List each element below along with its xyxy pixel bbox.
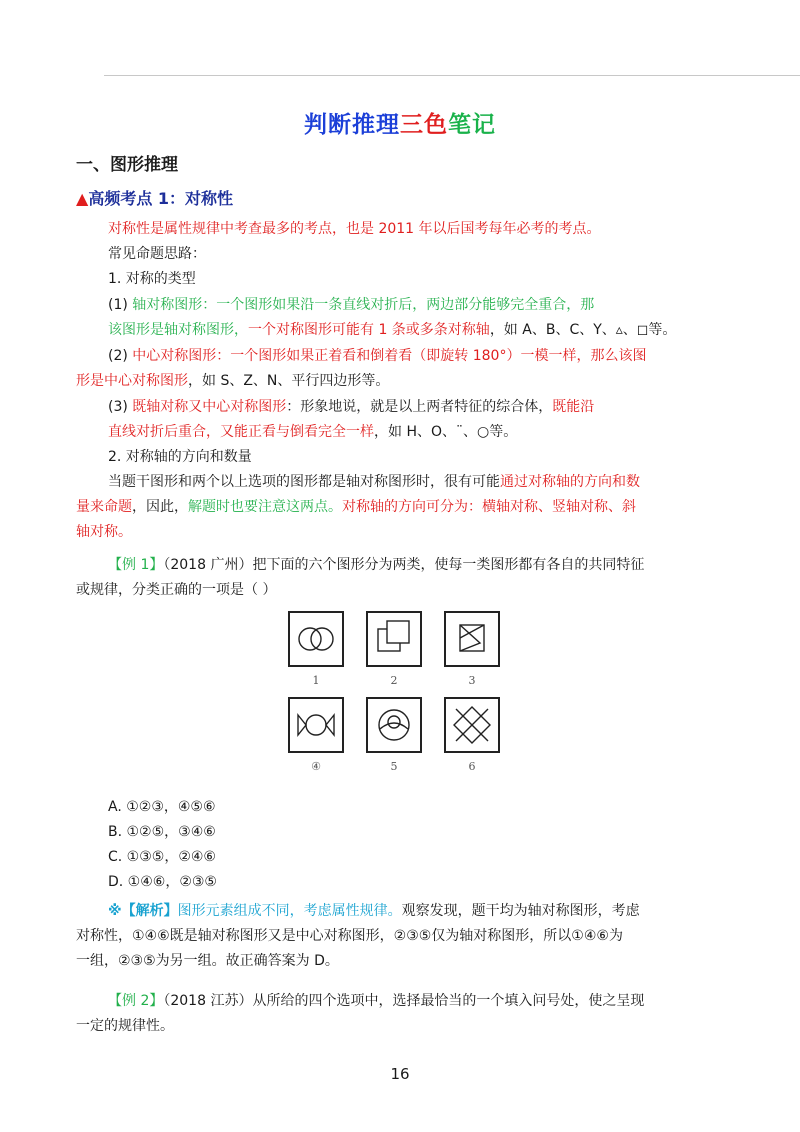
- option-b: B. ①②⑤，③④⑥: [108, 824, 216, 840]
- option-a: A. ①②③，④⑤⑥: [108, 799, 216, 815]
- example-2-line-2: 一定的规律性。: [76, 1018, 174, 1034]
- axis-directions-start: 对称轴的方向可分为：横轴对称、竖轴对称、斜: [342, 499, 636, 515]
- figure-5: [366, 697, 422, 753]
- subsection-heading: [76, 186, 233, 209]
- figure-label-5: 5: [390, 760, 398, 773]
- subsection-heading-text: 高频考点 1：对称性: [88, 189, 234, 208]
- direction-connector: ，因此，: [132, 499, 188, 515]
- analysis-label: ※【解析】: [108, 903, 178, 919]
- option-d: D. ①④⑥，②③⑤: [108, 874, 217, 890]
- figure-6: [444, 697, 500, 753]
- both-description: ：形象地说，就是以上两者特征的综合体，: [286, 399, 553, 415]
- example-2-label: 【例 2】: [108, 993, 164, 1009]
- analysis-key: 图形元素组成不同，考虑属性规律。: [177, 903, 402, 919]
- example-2-line-1: [108, 991, 644, 1011]
- example-1-line-1: [108, 555, 644, 575]
- analysis-text: 观察发现，题干均为轴对称图形，考虑: [401, 903, 640, 919]
- page-number: 16: [390, 1065, 410, 1083]
- both-definition-start: 既能沿: [552, 399, 595, 415]
- analysis-line-3: 一组，②③⑤为另一组。故正确答案为 D。: [76, 953, 339, 969]
- intro-paragraph: 对称性是属性规律中考查最多的考点，也是 2011 年以后国考每年必考的考点。: [108, 221, 601, 237]
- direction-text: 当题干图形和两个以上选项的图形都是轴对称图形时，很有可能: [108, 474, 500, 490]
- axis-examples: ，如 A、B、C、Y、▵、◻等。: [489, 322, 677, 338]
- figure-3: [444, 611, 500, 667]
- central-symmetry-line-1: [108, 346, 646, 366]
- central-definition: 中心对称图形：一个图形如果正着看和倒着看（即旋转 180°）一模一样，那么该图: [132, 348, 647, 364]
- axis-symmetry-line-1: [108, 295, 594, 315]
- direction-paragraph-line-2: [76, 497, 636, 517]
- triangle-icon: ▲: [76, 189, 89, 208]
- title-part-3: 笔记: [448, 112, 496, 138]
- title-part-1: 判断推理: [304, 112, 400, 138]
- both-definition-end: 直线对折后重合，又能正看与倒看完全一样: [108, 424, 374, 440]
- direction-paragraph-line-1: [108, 472, 640, 492]
- figure-label-2: 2: [390, 674, 398, 687]
- example-1-line-2: 或规律，分类正确的一项是（ ）: [76, 582, 277, 598]
- figure-grid: [288, 611, 500, 781]
- both-symmetry-line-2: [108, 422, 517, 442]
- figure-1: [288, 611, 344, 667]
- direction-tip: 解题时也要注意这两点。: [188, 499, 342, 515]
- axis-definition-end: 该图形是轴对称图形，: [108, 322, 248, 338]
- central-examples: ，如 S、Z、N、平行四边形等。: [188, 373, 390, 389]
- figure-label-1: 1: [312, 674, 320, 687]
- both-examples: ，如 H、O、¨、○等。: [374, 424, 518, 440]
- common-ideas-line: 常见命题思路：: [108, 246, 206, 262]
- axis-directions-end: 轴对称。: [76, 524, 132, 540]
- figure-4: [288, 697, 344, 753]
- analysis-line-1: [108, 901, 640, 921]
- axis-count-note: 一个对称图形可能有 1 条或多条对称轴: [248, 322, 490, 338]
- direction-key-start: 通过对称轴的方向和数: [500, 474, 640, 490]
- item-prefix: (3): [108, 399, 133, 415]
- figure-label-3: 3: [468, 674, 476, 687]
- both-term: 既轴对称又中心对称图形: [132, 399, 287, 415]
- example-1-label: 【例 1】: [108, 557, 164, 573]
- figure-label-4: ④: [311, 760, 321, 773]
- direction-key-end: 量来命题: [76, 499, 132, 515]
- figure-2: [366, 611, 422, 667]
- direction-heading: 2. 对称轴的方向和数量: [108, 449, 252, 465]
- figure-label-6: 6: [468, 760, 476, 773]
- title-part-2: 三色: [400, 112, 448, 138]
- example-2-question: （2018 江苏）从所给的四个选项中，选择最恰当的一个填入问号处，使之呈现: [163, 993, 645, 1009]
- item-prefix: (1): [108, 297, 133, 313]
- header-rule: [104, 75, 800, 76]
- option-c: C. ①③⑤，②④⑥: [108, 849, 216, 865]
- analysis-line-2: 对称性，①④⑥既是轴对称图形又是中心对称图形，②③⑤仅为轴对称图形，所以①④⑥为: [76, 928, 623, 944]
- item-prefix: (2): [108, 348, 133, 364]
- types-heading: 1. 对称的类型: [108, 271, 196, 287]
- axis-definition: 轴对称图形：一个图形如果沿一条直线对折后，两边部分能够完全重合，那: [132, 297, 595, 313]
- axis-symmetry-line-2: [108, 320, 676, 340]
- central-definition-end: 形是中心对称图形: [76, 373, 188, 389]
- both-symmetry-line-1: [108, 397, 594, 417]
- section-heading: 一、图形推理: [76, 155, 178, 175]
- page-title: [0, 106, 800, 139]
- example-1-question: （2018 广州）把下面的六个图形分为两类，使每一类图形都有各自的共同特征: [163, 557, 645, 573]
- central-symmetry-line-2: [76, 371, 389, 391]
